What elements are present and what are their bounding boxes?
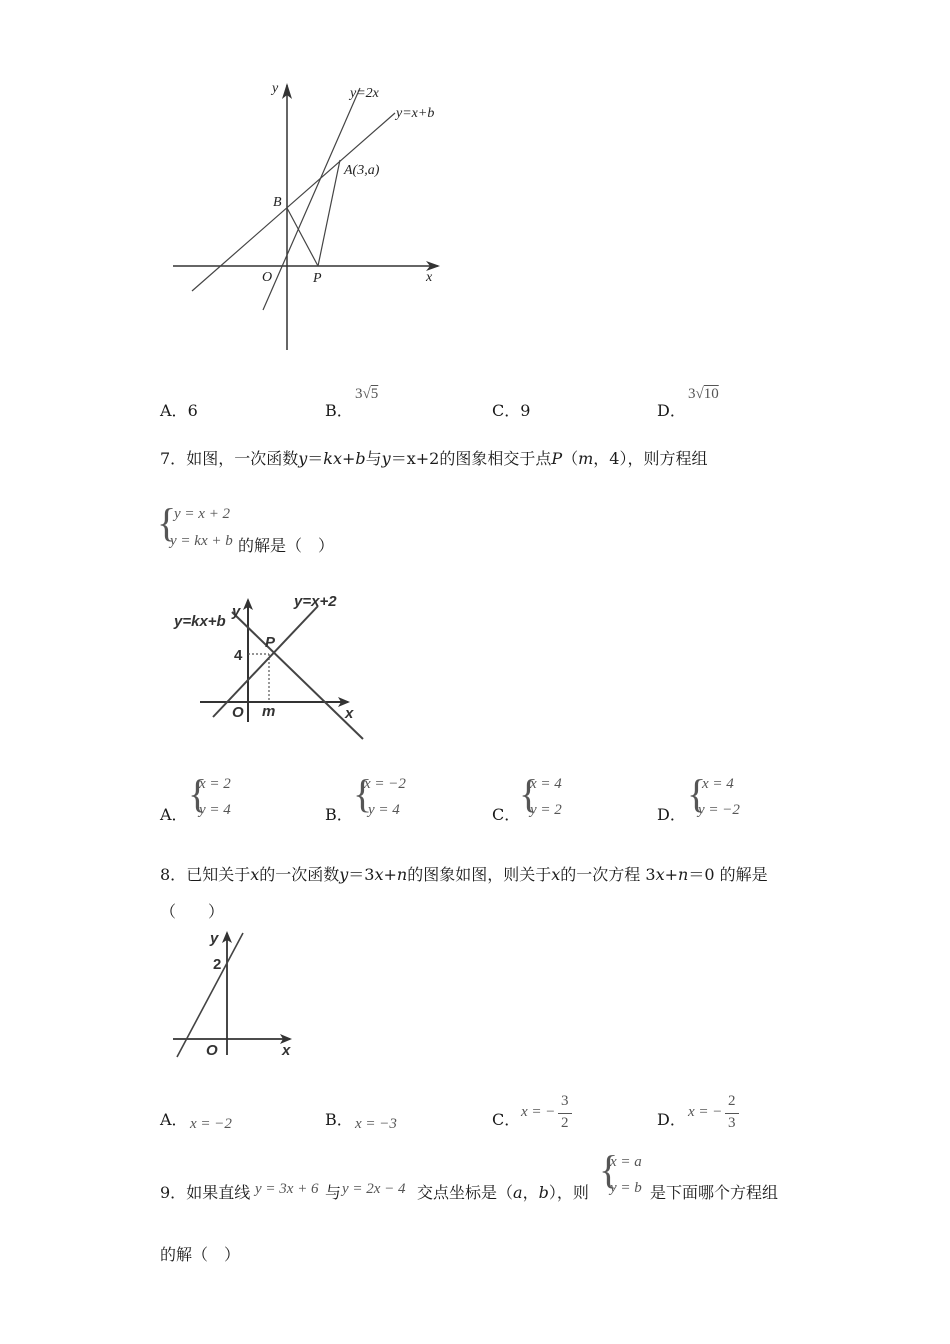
q8-option-c-numerator: 3 bbox=[561, 1093, 569, 1109]
q8-stem-part: 的一次函数 bbox=[259, 865, 340, 884]
q7-y-label: y bbox=[232, 603, 241, 620]
q7-option-d[interactable] bbox=[657, 802, 686, 825]
q8-stem-part: x bbox=[551, 865, 561, 884]
q6-option-c-value: 9 bbox=[520, 401, 531, 420]
q6-x-label: x bbox=[426, 270, 433, 285]
q6-option-d-radicand: 10 bbox=[703, 386, 719, 402]
q8-stem-part: x bbox=[250, 865, 260, 884]
q7-option-c-eq2: y = 2 bbox=[530, 802, 562, 818]
q7-stem-part: 的图象相交于点 bbox=[439, 449, 552, 468]
q7-option-b-letter: B． bbox=[325, 805, 353, 824]
q8-option-c[interactable] bbox=[492, 1107, 520, 1130]
q7-option-b[interactable] bbox=[325, 802, 353, 825]
q9-system-eq2: y = b bbox=[610, 1180, 642, 1196]
q7-stem-part: 与 bbox=[365, 449, 382, 468]
q7-x-tick-label: m bbox=[262, 703, 276, 720]
q6-point-a-label: A(3,a) bbox=[344, 163, 380, 178]
q7-option-c[interactable] bbox=[492, 802, 520, 825]
q6-option-b-value: 3√5 bbox=[355, 386, 379, 402]
q6-line2-label: y=x+b bbox=[396, 106, 435, 121]
q8-option-d-denominator: 3 bbox=[728, 1115, 736, 1131]
q9-part1: 如果直线 bbox=[186, 1183, 251, 1202]
q8-x-label: x bbox=[282, 1042, 291, 1059]
q7-option-b-brace: { bbox=[353, 771, 373, 816]
q9-system-eq1: x = a bbox=[610, 1154, 642, 1170]
q7-origin-label: O bbox=[232, 704, 244, 721]
q7-stem-part: P bbox=[551, 449, 563, 468]
q7-stem bbox=[160, 446, 707, 469]
q8-y-label: y bbox=[210, 930, 219, 947]
q8-option-c-prefix: x = − bbox=[521, 1104, 556, 1120]
q8-option-c-denominator: 2 bbox=[561, 1115, 569, 1131]
q7-number: 7． bbox=[160, 449, 187, 468]
q7-stem-part: ＝ bbox=[390, 449, 407, 468]
q8-stem-part: ＝3 bbox=[348, 865, 375, 884]
q6-line1-label: y=2x bbox=[350, 86, 379, 101]
q7-line2-label: y=x+2 bbox=[294, 593, 337, 610]
q6-segment-bp bbox=[287, 208, 318, 266]
q8-stem-line2: （ ） bbox=[160, 902, 225, 921]
q7-option-a[interactable] bbox=[160, 802, 188, 825]
q8-option-d[interactable] bbox=[657, 1107, 686, 1130]
q7-stem-part: y bbox=[381, 449, 391, 468]
q8-stem-part: 的一次方程 3 bbox=[560, 865, 656, 884]
q6-origin-label: O bbox=[262, 270, 273, 285]
q8-option-d-numerator: 2 bbox=[728, 1093, 736, 1109]
q9-stem bbox=[160, 1180, 250, 1203]
q8-stem-part: x bbox=[374, 865, 384, 884]
q7-stem-part: ＝ bbox=[307, 449, 324, 468]
q9-system-brace: { bbox=[599, 1147, 619, 1192]
q8-stem-part: 的图象如图，则关于 bbox=[407, 865, 552, 884]
q7-stem-part: kx+b bbox=[323, 449, 366, 468]
q8-option-c-letter: C． bbox=[492, 1110, 521, 1129]
q9-part5: 是下面哪个方程组 bbox=[650, 1183, 779, 1202]
q8-option-d-prefix: x = − bbox=[688, 1104, 723, 1120]
q7-option-d-eq2: y = −2 bbox=[698, 802, 740, 818]
q7-option-c-eq1: x = 4 bbox=[530, 776, 562, 792]
q6-option-b[interactable] bbox=[325, 398, 353, 421]
q7-option-a-eq2: y = 4 bbox=[199, 802, 231, 818]
q8-stem-part: + bbox=[664, 865, 678, 884]
q8-option-a-letter: A． bbox=[160, 1110, 188, 1129]
q8-stem-part: x bbox=[655, 865, 665, 884]
q7-stem-part: ，4），则方程组 bbox=[593, 449, 708, 468]
q6-line-yxb bbox=[192, 113, 395, 291]
q8-option-b-value: x = −3 bbox=[355, 1116, 397, 1132]
q6-figure bbox=[160, 75, 460, 360]
q9-part2: 与 bbox=[325, 1183, 342, 1202]
q8-option-c-fraction-bar bbox=[558, 1113, 572, 1114]
q7-option-b-eq2: y = 4 bbox=[368, 802, 400, 818]
q6-option-b-coef: 3 bbox=[355, 386, 363, 402]
q6-y-label: y bbox=[272, 81, 279, 96]
q8-option-a[interactable] bbox=[160, 1107, 188, 1130]
q7-stem-part: m bbox=[578, 449, 594, 468]
q7-system-brace: { bbox=[157, 500, 177, 545]
q6-option-a-letter: A． bbox=[160, 401, 188, 420]
q8-stem bbox=[160, 862, 768, 885]
q7-stem-part: 如图，一次函数 bbox=[186, 449, 299, 468]
q7-option-d-eq1: x = 4 bbox=[702, 776, 734, 792]
q6-option-d-letter: D． bbox=[657, 401, 686, 420]
q6-option-c[interactable] bbox=[492, 398, 530, 421]
q8-stem-part: ＝0 的解是 bbox=[688, 865, 768, 884]
q8-number: 8． bbox=[160, 865, 187, 884]
q8-figure bbox=[170, 925, 305, 1065]
q7-figure bbox=[170, 590, 370, 750]
q8-stem-part: + bbox=[383, 865, 397, 884]
q8-stem-part: 已知关于 bbox=[186, 865, 251, 884]
q6-point-b-label: B bbox=[273, 195, 282, 210]
q6-option-d-value: 3√10 bbox=[688, 386, 719, 402]
q6-option-d-coef: 3 bbox=[688, 386, 696, 402]
q9-part4: ），则 bbox=[548, 1183, 589, 1202]
q8-stem-part: n bbox=[678, 865, 689, 884]
q6-option-c-letter: C． bbox=[492, 401, 521, 420]
q7-option-a-brace: { bbox=[188, 771, 208, 816]
q9-line1: y = 3x + 6 bbox=[255, 1181, 319, 1197]
q7-system-eq2: y = kx + b bbox=[170, 533, 233, 549]
q7-option-d-letter: D． bbox=[657, 805, 686, 824]
q9-line2: y = 2x − 4 bbox=[342, 1181, 406, 1197]
q8-y-intercept-label: 2 bbox=[213, 956, 222, 973]
q6-point-p-label: P bbox=[313, 271, 322, 286]
q6-option-b-radicand: 5 bbox=[370, 386, 379, 402]
q9-line2-text: 的解（ ） bbox=[160, 1245, 241, 1264]
q7-line-yx2 bbox=[213, 606, 318, 717]
q8-option-b-letter: B． bbox=[325, 1110, 353, 1129]
q7-point-p-label: P bbox=[265, 634, 276, 651]
q7-option-a-eq1: x = 2 bbox=[199, 776, 231, 792]
q9-number: 9． bbox=[160, 1183, 187, 1202]
q9-part3: 交点坐标是（ bbox=[417, 1183, 514, 1202]
q7-stem-part: （ bbox=[562, 449, 579, 468]
q7-system-eq1: y = x + 2 bbox=[174, 506, 231, 522]
q7-option-a-letter: A． bbox=[160, 805, 188, 824]
q7-option-c-letter: C． bbox=[492, 805, 521, 824]
q8-stem-part: n bbox=[396, 865, 408, 884]
q7-stem-tail: 的解是（ ） bbox=[238, 536, 335, 555]
q8-stem-part: y bbox=[339, 865, 349, 884]
q8-option-d-letter: D． bbox=[657, 1110, 686, 1129]
q6-option-a-value: 6 bbox=[187, 401, 198, 420]
q9-comma: ， bbox=[522, 1183, 539, 1202]
q6-option-b-letter: B． bbox=[325, 401, 353, 420]
q9-var-a: a bbox=[513, 1183, 523, 1202]
q7-line1-label: y=kx+b bbox=[174, 613, 226, 630]
q7-stem-part: y bbox=[298, 449, 308, 468]
q7-x-label: x bbox=[345, 705, 354, 722]
q6-option-a[interactable] bbox=[160, 398, 198, 421]
q7-option-d-brace: { bbox=[687, 771, 707, 816]
q7-option-c-brace: { bbox=[519, 771, 539, 816]
q7-option-b-eq1: x = −2 bbox=[364, 776, 406, 792]
q9-stem-mid bbox=[417, 1180, 589, 1203]
q6-option-d[interactable] bbox=[657, 398, 686, 421]
q9-var-b: b bbox=[538, 1183, 549, 1202]
q8-option-d-fraction-bar bbox=[725, 1113, 739, 1114]
q8-option-b[interactable] bbox=[325, 1107, 353, 1130]
q7-stem-part: x+2 bbox=[406, 449, 440, 468]
q8-option-a-value: x = −2 bbox=[190, 1116, 232, 1132]
q7-y-tick-label: 4 bbox=[234, 647, 243, 664]
q8-origin-label: O bbox=[206, 1042, 218, 1059]
